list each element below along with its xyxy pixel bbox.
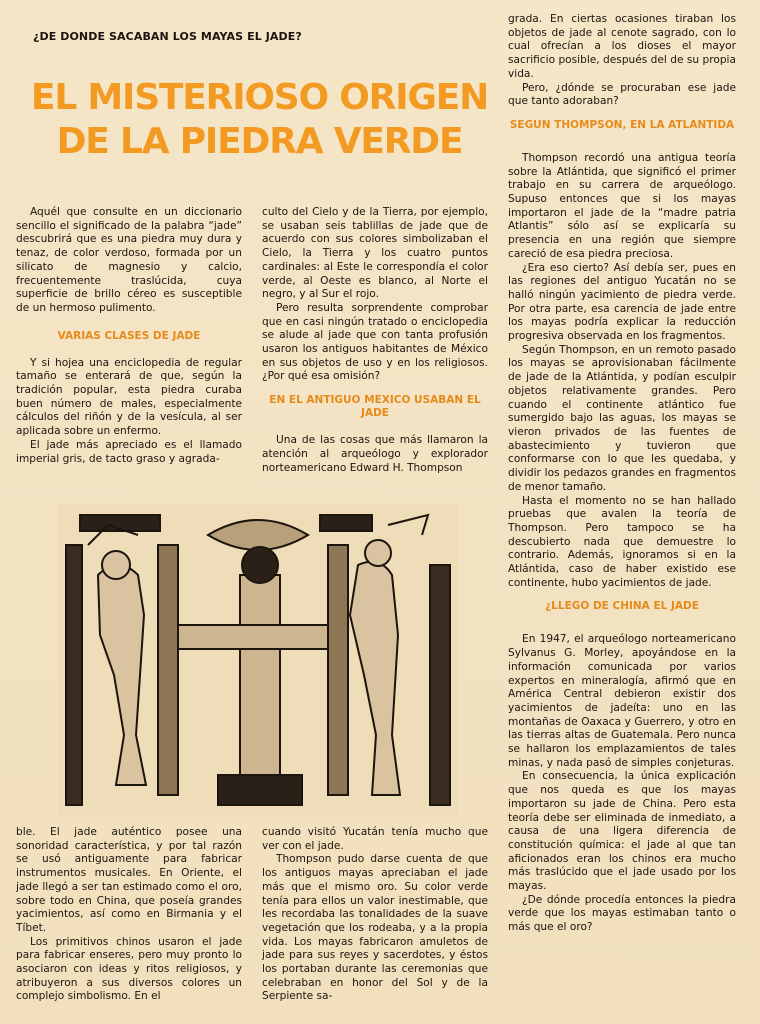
column-3 (508, 13, 736, 935)
paragraph: Hasta el momento no se han hallado pruebas que avalen la teoría de Thompson. Pero tampoco se ha descubierto nada que demuestre lo contrario. Además, ignoramos si en la Atlántida, caso de haber existido ese continente, hubo yacimientos de jade. (508, 494, 736, 589)
paragraph: Pero resulta sorprendente comprobar que en casi ningún tratado o enciclopedia se alude al jade que con tanta profusión usaron los antiguos habitantes de México en sus objetos de uso y en los religiosos. ¿Por qué esa omisión? (262, 301, 488, 383)
paragraph: Aquél que consulte en un diccionario sencillo el significado de la palabra “jade” descubrirá que es una piedra muy dura y tenaz, de color verdoso, formada por un silicato de magnesio y calcio, frecuentemente traslúcida, cuya superficie de brillo céreo es susceptible de un hermoso pulimento. (16, 206, 242, 314)
maya-relief-illustration (58, 505, 458, 815)
column-2-top (262, 206, 488, 475)
column-2-bottom (262, 826, 488, 1004)
paragraph: Thompson recordó una antigua teoría sobre la Atlántida, que significó el primer trabajo en su carrera de arqueólogo. Supuso entonces que si los mayas importaron el jade de la “madre patria Atlantis” sólo así se explicaría su presencia en una región que siempre careció de esa piedra preciosa. (508, 151, 736, 260)
paragraph: ¿De dónde procedía entonces la piedra verde que los mayas estimaban tanto o más que el oro? (508, 893, 736, 934)
paragraph: ble. El jade auténtico posee una sonoridad característica, y por tal razón se usó antiguamente para fabricar instrumentos musicales. En Oriente, el jade llegó a ser tan estimado como el oro, sobre todo en China, que poseía grandes yacimientos, así como en Birmania y el Tíbet. (16, 826, 242, 934)
paragraph: Pero, ¿dónde se procuraban ese jade que tanto adoraban? (508, 81, 736, 108)
article-title (22, 76, 497, 164)
subheading: EN EL ANTIGUO MEXICO USABAN EL JADE (269, 394, 481, 420)
paragraph: Según Thompson, en un remoto pasado los mayas se aprovisionaban fácilmente de jade de la Atlántida, y podían esculpir objetos relativamente grandes. Pero cuando el continente atlántico fue sumergido bajo las aguas, los mayas se vieron privados de las fuentes de abastecimiento y tuvieron que conformarse con lo que les quedaba, y dividir los pedazos grandes en fragmentos de menor tamaño. (508, 343, 736, 493)
paragraph: El jade más apreciado es el llamado imperial gris, de tacto graso y agrada- (16, 438, 242, 465)
kicker-headline: ¿DE DONDE SACABAN LOS MAYAS EL JADE? (33, 30, 302, 43)
paragraph: Los primitivos chinos usaron el jade para fabricar enseres, pero muy pronto lo asociaron con ideas y ritos religiosos, y atribuyeron a sus diversos colores un complejo simbolismo. En el (16, 935, 242, 1003)
paragraph: En consecuencia, la única explicación que nos queda es que los mayas importaron su jade de China. Pero esta teoría debe ser eliminada de inmediato, a causa de una ligera diferencia de constitución química: el jade al que tan aficionados eran los chinos era mucho más traslúcido que el jade usado por los mayas. (508, 770, 736, 893)
paragraph: cuando visitó Yucatán tenía mucho que ver con el jade. (262, 826, 488, 852)
paragraph: culto del Cielo y de la Tierra, por ejemplo, se usaban seis tablillas de jade que de acuerdo con sus colores simbolizaban el Cielo, la Tierra y los cuatro puntos cardinales: al Este le correspondía el color verde, al Oeste es blanco, al Norte el negro, y al Sur el rojo. (262, 206, 488, 301)
title-line-2: DE LA PIEDRA VERDE (56, 121, 463, 162)
paragraph: Y si hojea una enciclopedia de regular tamaño se enterará de que, según la tradición popular, esta piedra curaba buen número de males, especialmente cálculos del riñón y de la vesícula, al ser aplicada sobre un enfermo. (16, 356, 242, 438)
paragraph: En 1947, el arqueólogo norteamericano Sylvanus G. Morley, apoyándose en la información comunicada por varios expertos en mineralogía, afirmó que en América Central debieron existir dos yacimientos de jadeíta: uno en las montañas de Oaxaca y Guerrero, y otro en las tierras altas de Guatemala. Pero nunca se hallaron los emplazamientos de tales minas, y nada pasó de simples conjeturas. (508, 633, 736, 769)
column-1-bottom (16, 826, 242, 1004)
column-1-top (16, 206, 242, 466)
subheading: ¿LLEGO DE CHINA EL JADE (545, 600, 699, 613)
paragraph: Una de las cosas que más llamaron la atención al arqueólogo y explorador norteamericano Edward H. Thompson (262, 434, 488, 474)
subheading: VARIAS CLASES DE JADE (57, 329, 201, 342)
paragraph: Thompson pudo darse cuenta de que los antiguos mayas apreciaban el jade más que el mismo oro. Su color verde tenía para ellos un valor inestimable, que les recordaba las tonalidades de la suave vegetación que los rodeaba, y a la propia vida. Los mayas fabricaron amuletos de jade para sus reyes y sacerdotes, y éstos los portaban durante las ceremonias que celebraban en honor del Sol y de la Serpiente sa- (262, 853, 488, 1003)
paragraph: ¿Era eso cierto? Así debía ser, pues en las regiones del antiguo Yucatán no se halló ningún yacimiento de piedra verde. Por otra parte, esa carencia de jade entre los mayas podría explicar la reducción progresiva observada en los fragmentos. (508, 261, 736, 343)
paragraph: grada. En ciertas ocasiones tiraban los objetos de jade al cenote sagrado, con lo cual ofrecían a los dioses el mayor sacrificio posible, después del de su propia vida. (508, 13, 736, 80)
title-line-1: EL MISTERIOSO ORIGEN (30, 77, 489, 118)
subheading: SEGUN THOMPSON, EN LA ATLANTIDA (509, 118, 735, 131)
